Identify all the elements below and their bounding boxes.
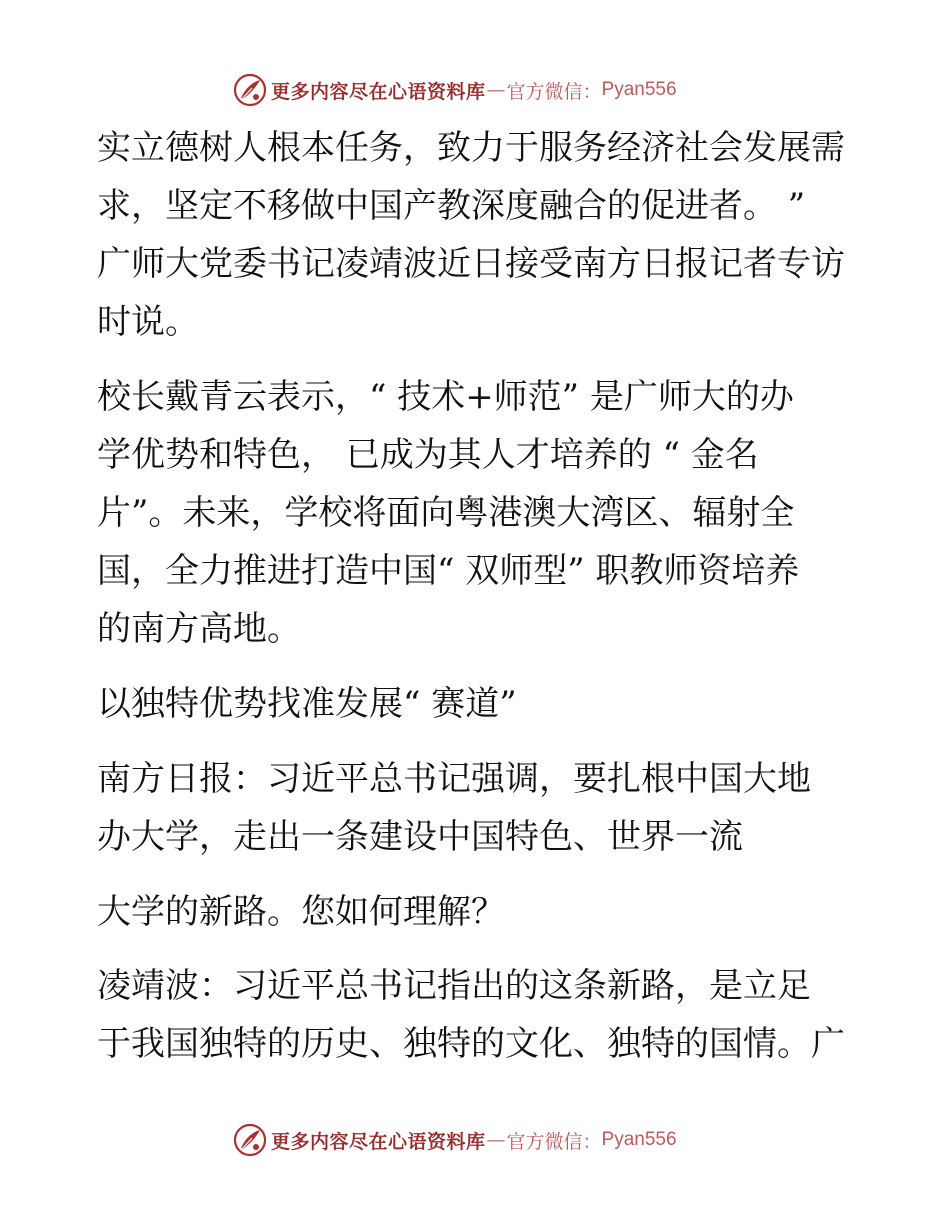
- body-text-line: 南方日报：习近平总书记强调，要扎根中国大地: [97, 759, 811, 799]
- body-text-line: 办大学，走出一条建设中国特色、世界一流: [97, 817, 743, 857]
- body-text-line: 大学的新路。您如何理解？: [97, 892, 505, 932]
- watermark-brand: 更多内容尽在心语资料库: [271, 80, 486, 103]
- body-text-line: 于我国独特的历史、独特的文化、独特的国情。广: [97, 1024, 845, 1064]
- body-text-line: 的南方高地。: [97, 609, 301, 649]
- body-text-line: 校长戴青云表示，“ 技术+师范” 是广师大的办: [97, 377, 794, 417]
- watermark-wechat-label: 官方微信：: [506, 80, 602, 103]
- body-text-line: 广师大党委书记凌靖波近日接受南方日报记者专访: [97, 244, 845, 284]
- watermark-wechat-id: Pyan556: [601, 1129, 677, 1150]
- body-text-line: 片”。未来，学校将面向粤港澳大湾区、辐射全: [97, 493, 795, 533]
- body-text-line: 时说。: [97, 302, 199, 342]
- header-watermark: [233, 72, 677, 108]
- body-text-line: 求，坚定不移做中国产教深度融合的促进者。 ”: [97, 186, 806, 226]
- watermark-wechat-id: Pyan556: [601, 79, 677, 100]
- body-text-line: 学优势和特色， 已成为其人才培养的 “ 金名: [97, 435, 759, 475]
- body-text-line: 国，全力推进打造中国“ 双师型” 职教师资培养: [97, 551, 800, 591]
- body-text-line: 实立德树人根本任务，致力于服务经济社会发展需: [97, 128, 845, 168]
- footer-watermark: [233, 1122, 677, 1158]
- section-heading: 以独特优势找准发展“ 赛道”: [97, 684, 517, 724]
- watermark-dash: —: [486, 79, 506, 101]
- quill-logo-icon: [233, 1123, 267, 1157]
- body-text-line: 凌靖波：习近平总书记指出的这条新路，是立足: [97, 966, 811, 1006]
- watermark-wechat-label: 官方微信：: [506, 1130, 602, 1153]
- watermark-brand: 更多内容尽在心语资料库: [271, 1130, 486, 1153]
- watermark-dash: —: [486, 1129, 506, 1151]
- quill-logo-icon: [233, 73, 267, 107]
